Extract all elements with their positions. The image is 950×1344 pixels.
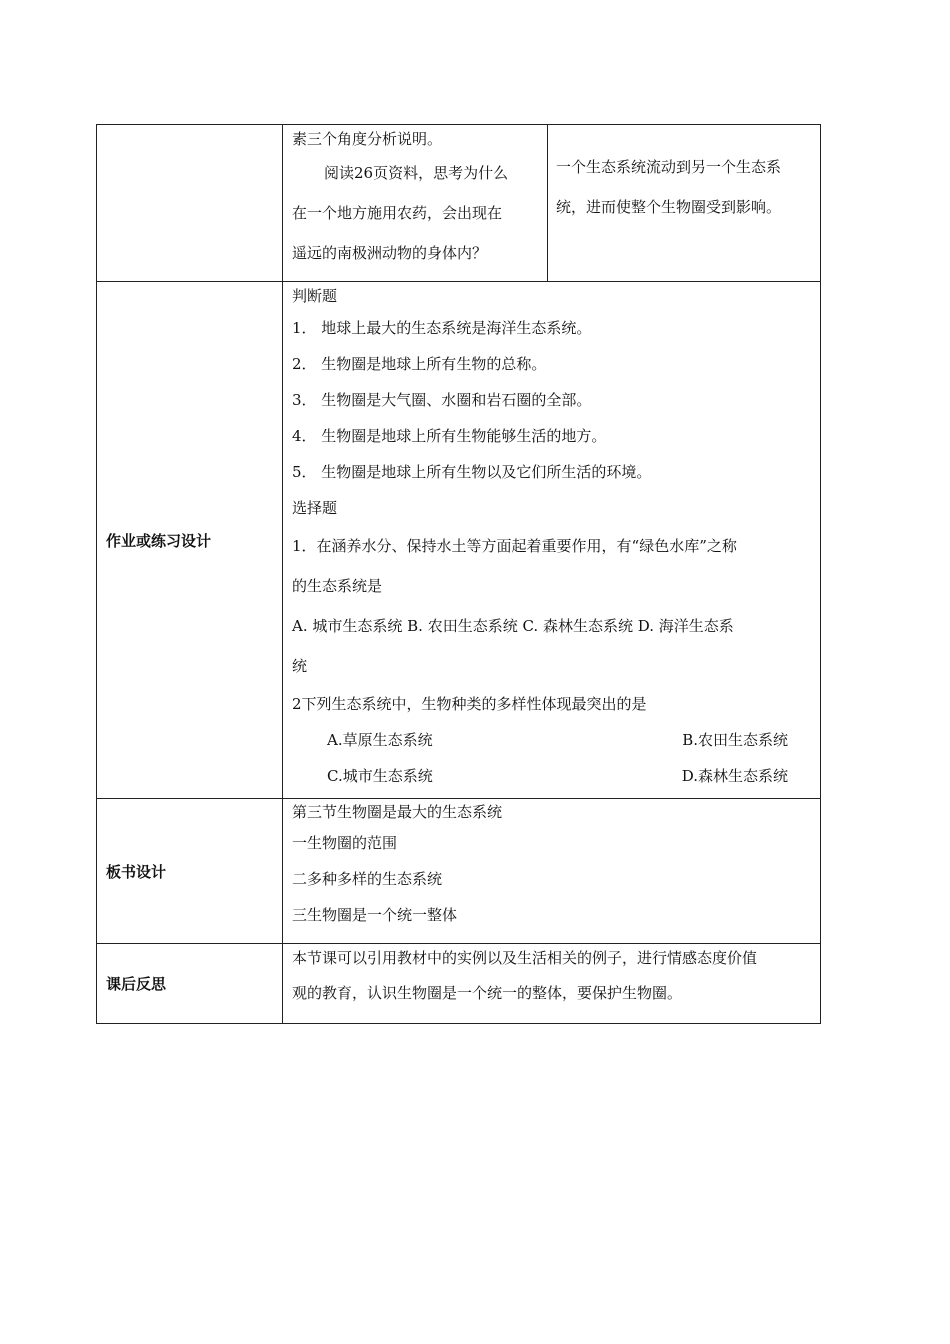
homework-content-cell bbox=[283, 282, 821, 799]
reflection-cell bbox=[283, 944, 821, 1024]
board-line: 三生物圈是一个统一整体 bbox=[292, 906, 458, 924]
true-false-item: 5． 生物圈是地球上所有生物以及它们所生活的环境。 bbox=[292, 463, 652, 481]
analysis-row bbox=[97, 125, 821, 282]
analysis-answer-cell bbox=[548, 125, 821, 282]
true-false-title: 判断题 bbox=[292, 287, 338, 305]
question-1-options-cont: 统 bbox=[292, 657, 308, 675]
homework-row bbox=[97, 282, 821, 799]
question-2-options-row bbox=[292, 758, 813, 794]
option-c: C.城市生态系统 bbox=[327, 767, 433, 785]
homework-label: 作业或练习设计 bbox=[97, 282, 283, 799]
reflection-label: 课后反思 bbox=[97, 944, 283, 1024]
question-1-options: A. 城市生态系统 B. 农田生态系统 C. 森林生态系统 D. 海洋生态系 bbox=[292, 617, 734, 635]
board-design-row bbox=[97, 799, 821, 944]
answer-line: 统，进而使整个生物圈受到影响。 bbox=[556, 198, 782, 216]
true-false-item: 4． 生物圈是地球上所有生物能够生活的地方。 bbox=[292, 427, 607, 445]
reflection-line: 本节课可以引用教材中的实例以及生活相关的例子，进行情感态度价值 bbox=[292, 949, 758, 967]
reflection-row bbox=[97, 944, 821, 1024]
analysis-line: 遥远的南极洲动物的身体内？ bbox=[292, 244, 488, 262]
multiple-choice-title: 选择题 bbox=[292, 499, 338, 517]
board-design-label: 板书设计 bbox=[97, 799, 283, 944]
question-1-stem-cont: 的生态系统是 bbox=[292, 577, 383, 595]
option-a: A.草原生态系统 bbox=[327, 731, 433, 749]
question-1-stem: 1．在涵养水分、保持水土等方面起着重要作用，有“绿色水库”之称 bbox=[292, 537, 737, 555]
board-line: 一生物圈的范围 bbox=[292, 834, 398, 852]
board-line: 第三节生物圈是最大的生态系统 bbox=[292, 803, 503, 821]
option-d: D.森林生态系统 bbox=[681, 767, 788, 785]
analysis-label-cell bbox=[97, 125, 283, 282]
lesson-plan-table bbox=[96, 124, 821, 1024]
question-2-stem: 2下列生态系统中，生物种类的多样性体现最突出的是 bbox=[292, 695, 647, 713]
analysis-line: 阅读26页资料，思考为什么 bbox=[324, 164, 509, 182]
board-line: 二多种多样的生态系统 bbox=[292, 870, 443, 888]
reflection-line: 观的教育，认识生物圈是一个统一的整体，要保护生物圈。 bbox=[292, 984, 683, 1002]
analysis-question-cell bbox=[283, 125, 548, 282]
true-false-item: 3． 生物圈是大气圈、水圈和岩石圈的全部。 bbox=[292, 391, 592, 409]
answer-line: 一个生态系统流动到另一个生态系 bbox=[556, 158, 782, 176]
question-2-options-row bbox=[292, 722, 813, 758]
analysis-line: 素三个角度分析说明。 bbox=[292, 130, 443, 148]
option-b: B.农田生态系统 bbox=[682, 731, 788, 749]
true-false-item: 2． 生物圈是地球上所有生物的总称。 bbox=[292, 355, 547, 373]
board-design-cell bbox=[283, 799, 821, 944]
true-false-item: 1． 地球上最大的生态系统是海洋生态系统。 bbox=[292, 319, 592, 337]
analysis-line: 在一个地方施用农药，会出现在 bbox=[292, 204, 503, 222]
